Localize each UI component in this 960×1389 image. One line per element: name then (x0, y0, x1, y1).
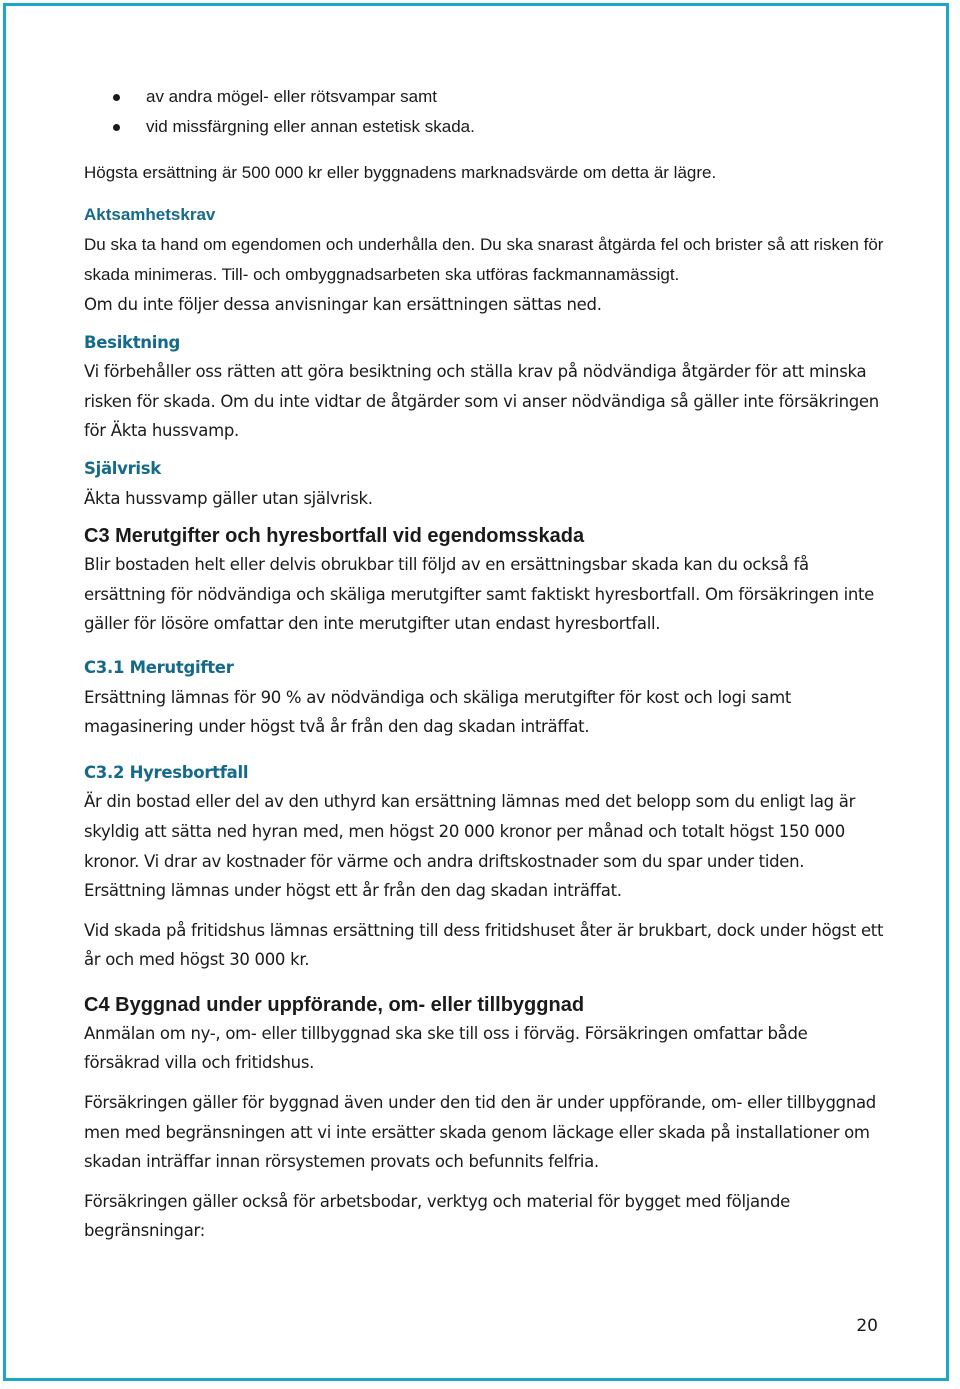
c31-text: Ersättning lämnas för 90 % av nödvändiga och skäliga merutgifter för kost och logi samt magasinering under högst två år från den dag skadan inträffat. (84, 687, 792, 737)
section-c3-text: Blir bostaden helt eller delvis obrukbar till följd av en ersättningsbar skada kan du också få ersättning för nödvändiga och skäliga merutgifter samt faktiskt hyresbortfall. Om försäkringen inte gäller för lösöre omfattar den inte merutgifter utan endast hyresbortfall. (84, 555, 875, 634)
max-compensation-text: Högsta ersättning är 500 000 kr eller byggnadens marknadsvärde om detta är lägre. (84, 163, 717, 182)
c32-text-2: Vid skada på fritidshus lämnas ersättning till dess fritidshuset åter är brukbart, dock under högst ett år och med högst 30 000 kr. (84, 920, 884, 970)
aktsamhet-text-2: Om du inte följer dessa anvisningar kan ersättningen sättas ned. (84, 295, 602, 314)
bullet-item: av andra mögel- eller rötsvampar samt (84, 82, 884, 112)
aktsamhet-text: Du ska ta hand om egendomen och underhålla den. Du ska snarast åtgärda fel och brister så att risken för skada minimeras. Till- och ombyggnadsarbeten ska utföras fackmannamässigt. (84, 235, 884, 284)
bullet-item: vid missfärgning eller annan estetisk skada. (84, 112, 884, 142)
page-number: 20 (856, 1316, 878, 1336)
besiktning-text: Vi förbehåller oss rätten att göra besiktning och ställa krav på nödvändiga åtgärder för att minska risken för skada. Om du inte vidtar de åtgärder som vi anser nödvändiga så gäller inte försäkringen för Äkta hussvamp. (84, 362, 879, 441)
bullet-list (84, 82, 884, 142)
c4-paragraph-1: Anmälan om ny-, om- eller tillbyggnad ska ske till oss i förväg. Försäkringen omfattar både försäkrad villa och fritidshus. (84, 1023, 808, 1073)
sjalvrisk-text: Äkta hussvamp gäller utan självrisk. (84, 488, 373, 508)
aktsamhet-heading: Aktsamhetskrav (84, 205, 216, 224)
c32-text: Är din bostad eller del av den uthyrd kan ersättning lämnas med det belopp som du enligt lag är skyldig att sätta ned hyran med, men högst 20 000 kronor per månad och totalt högst 150 000 kronor. Vi drar av kostnader för värme och andra driftskostnader som du spar under tiden. Ersättning lämnas under högst ett år från den dag skadan inträffat. (84, 792, 856, 901)
besiktning-heading: Besiktning (84, 332, 181, 352)
section-c3-title: C3 Merutgifter och hyresbortfall vid egendomsskada (84, 525, 585, 548)
sjalvrisk-heading: Självrisk (84, 458, 161, 478)
section-c4-title: C4 Byggnad under uppförande, om- eller tillbyggnad (84, 993, 585, 1016)
c4-paragraph-2: Försäkringen gäller för byggnad även under den tid den är under uppförande, om- eller tillbyggnad men med begränsningen att vi inte ersätter skada genom läckage eller skada på installationer om skadan inträffar innan rörsystemen provats och befunnits felfria. (84, 1093, 876, 1172)
c4-paragraph-3: Försäkringen gäller också för arbetsbodar, verktyg och material för bygget med följande begränsningar: (84, 1191, 791, 1241)
c32-heading: C3.2 Hyresbortfall (84, 762, 249, 782)
document-body (84, 82, 884, 1246)
c31-heading: C3.1 Merutgifter (84, 657, 234, 677)
